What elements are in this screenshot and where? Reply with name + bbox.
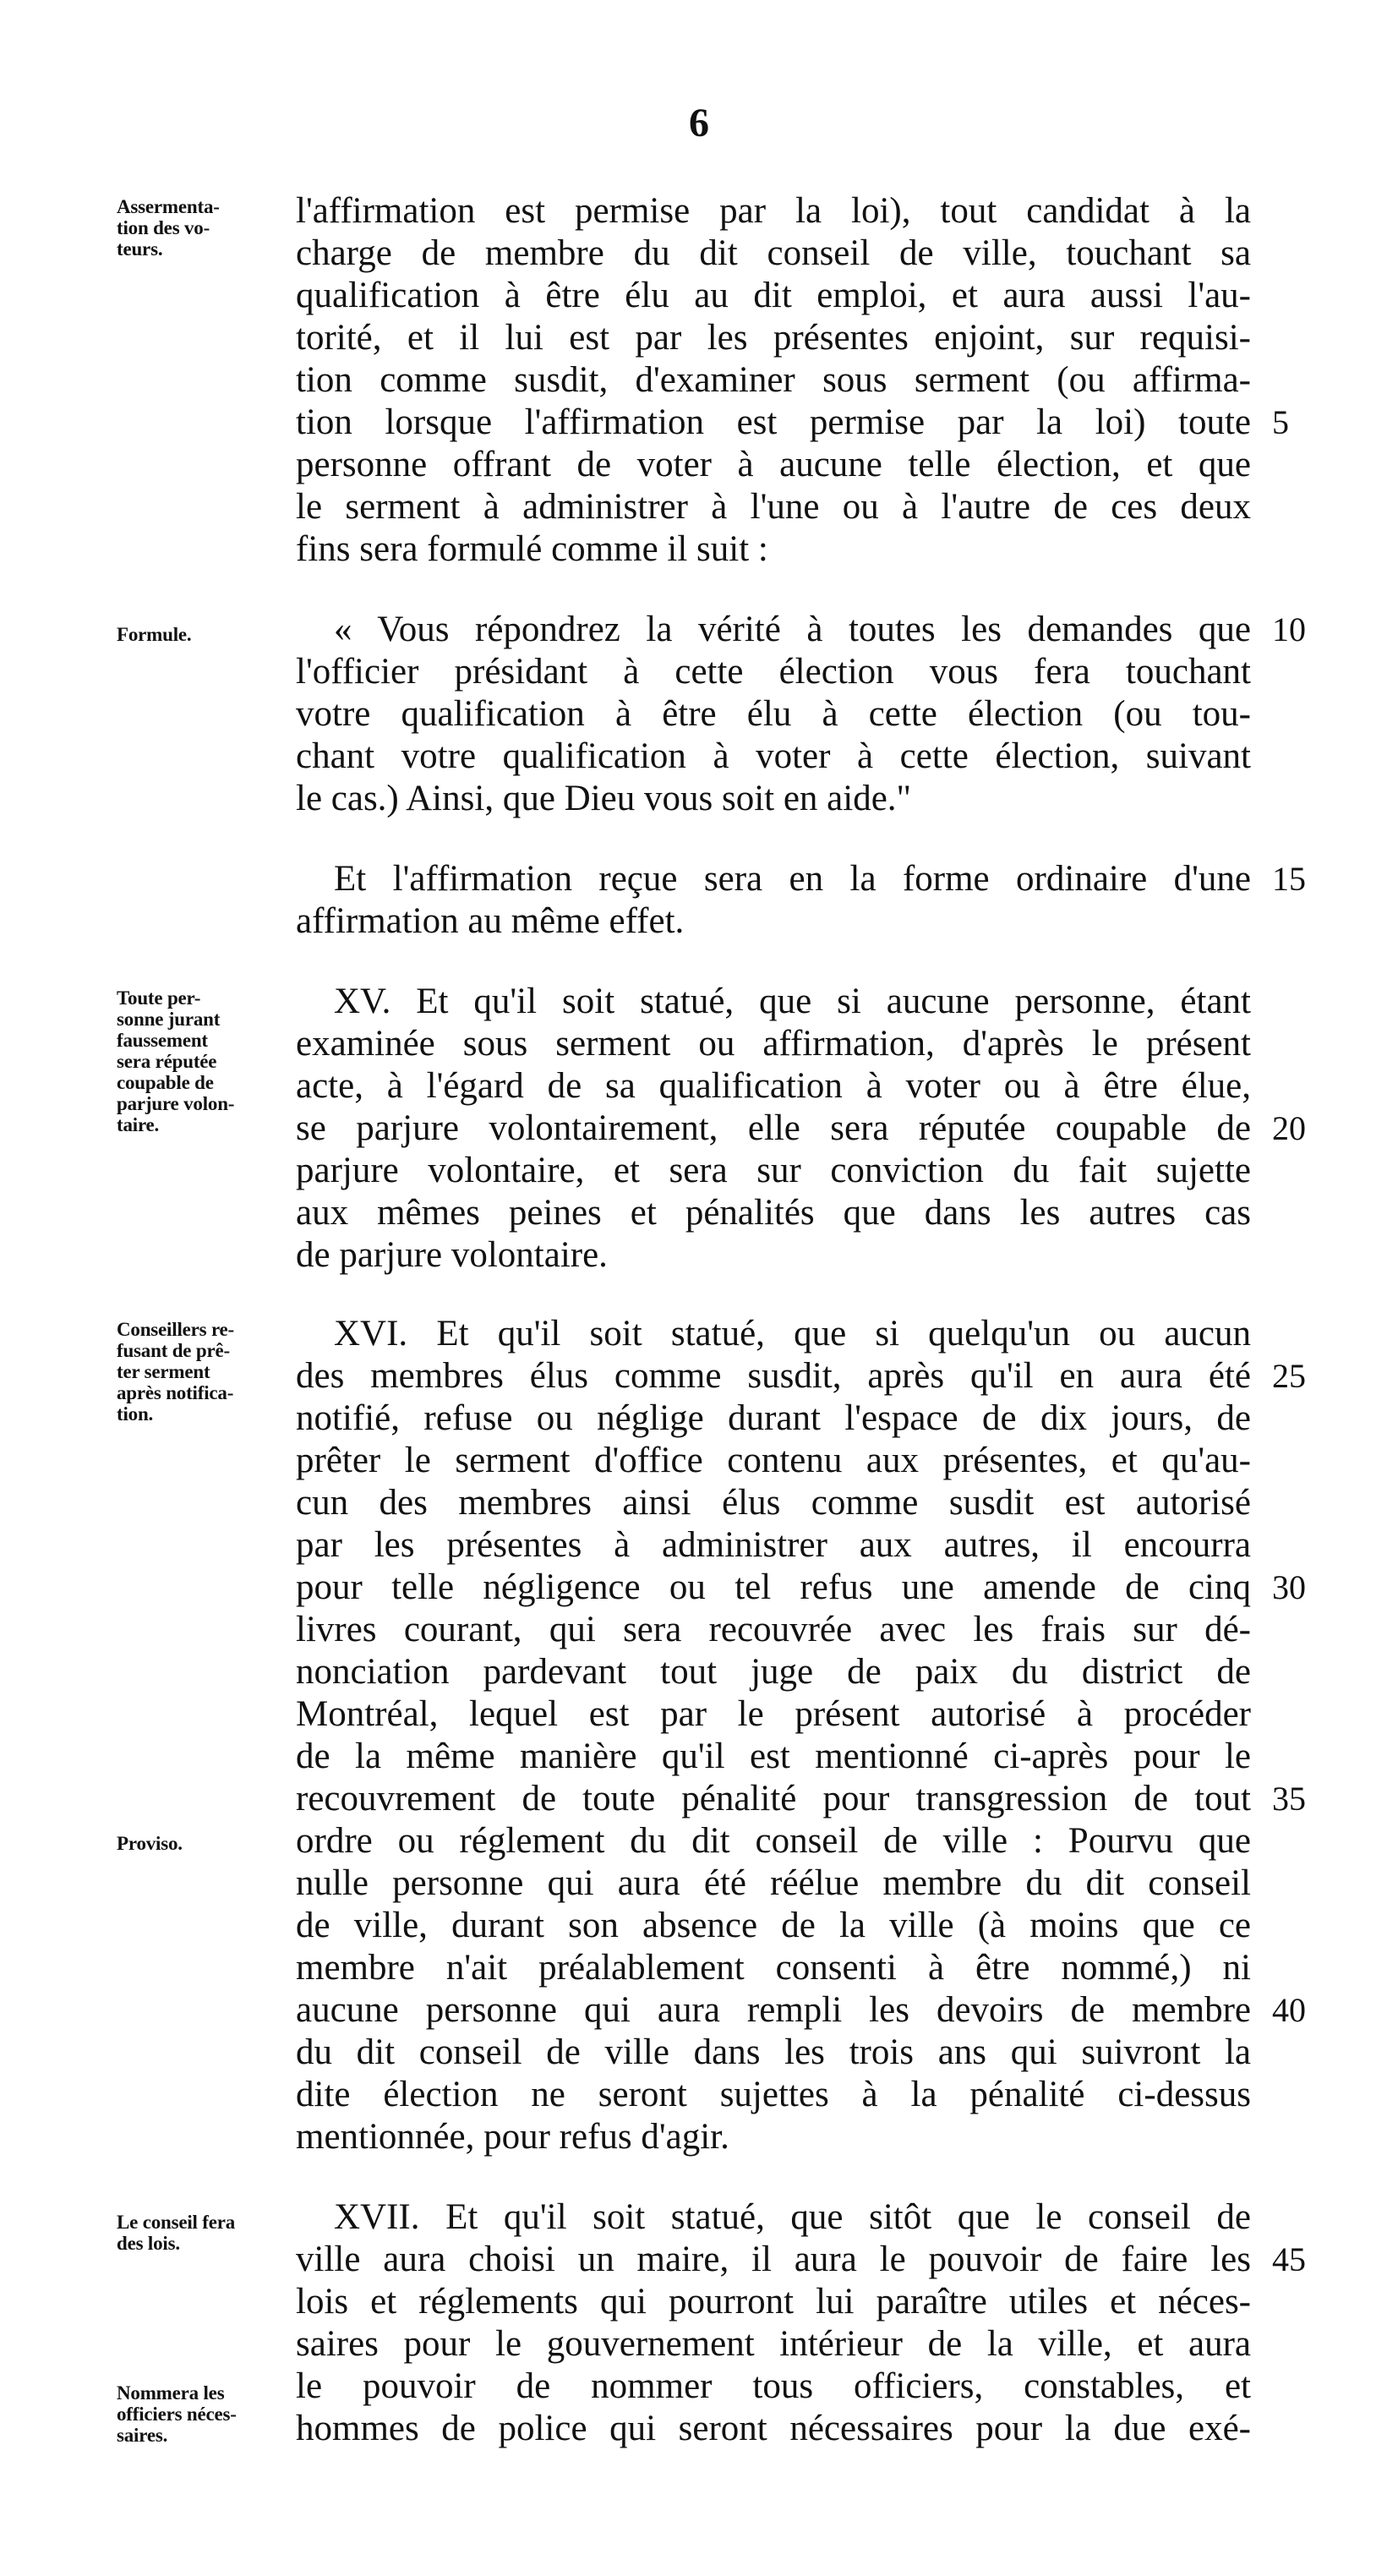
text-line: XVI. Et qu'il soit statué, que si quelqu'un ou aucun: [334, 1314, 1251, 1354]
line-number: 5: [1272, 403, 1289, 441]
text-line: l'officier présidant à cette élection vous fera touchant: [296, 652, 1251, 692]
text-line: ordre ou réglement du dit conseil de ville : Pourvu que: [296, 1821, 1251, 1861]
line-number: 40: [1272, 1991, 1306, 2029]
text-line: de parjure volontaire.: [296, 1235, 608, 1275]
margin-note-nommera: Nommera les officiers néces- saires.: [117, 2382, 237, 2446]
text-line: affirmation au même effet.: [296, 901, 685, 941]
text-line: « Vous répondrez la vérité à toutes les demandes que: [334, 610, 1251, 649]
text-line: personne offrant de voter à aucune telle élection, et que: [296, 445, 1251, 484]
text-line: par les présentes à administrer aux autres, il encourra: [296, 1525, 1251, 1565]
line-number: 15: [1272, 860, 1306, 898]
text-line: torité, et il lui est par les présentes enjoint, sur requisi-: [296, 318, 1251, 358]
text-line: aux mêmes peines et pénalités que dans les autres cas: [296, 1193, 1251, 1233]
text-line: mentionnée, pour refus d'agir.: [296, 2117, 729, 2157]
text-line: tion lorsque l'affirmation est permise par la loi) toute: [296, 402, 1251, 442]
text-line: chant votre qualification à voter à cette élection, suivant: [296, 736, 1251, 776]
line-number: 45: [1272, 2240, 1306, 2278]
line-number: 35: [1272, 1780, 1306, 1818]
text-line: le serment à administrer à l'une ou à l'autre de ces deux: [296, 487, 1251, 527]
text-line: prêter le serment d'office contenu aux présentes, et qu'au-: [296, 1441, 1251, 1480]
text-line: charge de membre du dit conseil de ville, touchant sa: [296, 233, 1251, 273]
text-line: aucune personne qui aura rempli les devoirs de membre: [296, 1990, 1251, 2030]
text-line: des membres élus comme susdit, après qu'il en aura été: [296, 1356, 1251, 1396]
text-line: se parjure volontairement, elle sera réputée coupable de: [296, 1108, 1251, 1148]
text-line: qualification à être élu au dit emploi, et aura aussi l'au-: [296, 276, 1251, 315]
text-line: membre n'ait préalablement consenti à être nommé,) ni: [296, 1948, 1251, 1988]
text-line: fins sera formulé comme il suit :: [296, 529, 768, 569]
text-line: examinée sous serment ou affirmation, d'après le présent: [296, 1024, 1251, 1064]
text-line: tion comme susdit, d'examiner sous serment (ou affirma-: [296, 360, 1251, 400]
text-line: hommes de police qui seront nécessaires pour la due exé-: [296, 2409, 1251, 2448]
text-line: Montréal, lequel est par le présent autorisé à procéder: [296, 1694, 1251, 1734]
text-line: saires pour le gouvernement intérieur de la ville, et aura: [296, 2324, 1251, 2364]
text-line: Et l'affirmation reçue sera en la forme ordinaire d'une: [334, 859, 1251, 899]
margin-note-conseil-lois: Le conseil fera des lois.: [117, 2212, 236, 2254]
margin-note-toute-personne: Toute per- sonne jurant faussement sera réputée coupable de parjure volon- taire.: [117, 987, 235, 1135]
page-number: 6: [689, 101, 709, 145]
text-line: nonciation pardevant tout juge de paix du district de: [296, 1652, 1251, 1692]
text-line: livres courant, qui sera recouvrée avec les frais sur dé-: [296, 1610, 1251, 1649]
text-line: lois et réglements qui pourront lui paraître utiles et néces-: [296, 2282, 1251, 2322]
text-line: recouvrement de toute pénalité pour transgression de tout: [296, 1779, 1251, 1819]
text-line: cun des membres ainsi élus comme susdit est autorisé: [296, 1483, 1251, 1523]
text-line: le cas.) Ainsi, que Dieu vous soit en aide.": [296, 779, 912, 818]
margin-note-assermentation: Assermenta- tion des vo- teurs.: [117, 196, 220, 260]
text-line: pour telle négligence ou tel refus une amende de cinq: [296, 1567, 1251, 1607]
text-line: votre qualification à être élu à cette élection (ou tou-: [296, 694, 1251, 734]
margin-note-conseillers: Conseillers re- fusant de prê- ter serment après notifica- tion.: [117, 1319, 235, 1425]
text-line: le pouvoir de nommer tous officiers, constables, et: [296, 2366, 1251, 2406]
text-line: ville aura choisi un maire, il aura le pouvoir de faire les: [296, 2240, 1251, 2279]
text-line: XV. Et qu'il soit statué, que si aucune personne, étant: [334, 982, 1251, 1021]
text-line: de ville, durant son absence de la ville (à moins que ce: [296, 1906, 1251, 1945]
margin-note-formule: Formule.: [117, 624, 192, 645]
text-line: XVII. Et qu'il soit statué, que sitôt que le conseil de: [334, 2197, 1251, 2237]
text-line: acte, à l'égard de sa qualification à voter ou à être élue,: [296, 1066, 1251, 1106]
line-number: 25: [1272, 1357, 1306, 1395]
text-line: de la même manière qu'il est mentionné ci-après pour le: [296, 1736, 1251, 1776]
line-number: 10: [1272, 610, 1306, 648]
line-number: 20: [1272, 1109, 1306, 1147]
text-line: notifié, refuse ou néglige durant l'espace de dix jours, de: [296, 1398, 1251, 1438]
text-line: du dit conseil de ville dans les trois ans qui suivront la: [296, 2032, 1251, 2072]
line-number: 30: [1272, 1568, 1306, 1606]
text-line: l'affirmation est permise par la loi), tout candidat à la: [296, 191, 1251, 231]
text-line: parjure volontaire, et sera sur conviction du fait sujette: [296, 1151, 1251, 1190]
text-line: dite élection ne seront sujettes à la pénalité ci-dessus: [296, 2075, 1251, 2114]
text-line: nulle personne qui aura été réélue membre du dit conseil: [296, 1863, 1251, 1903]
margin-note-proviso: Proviso.: [117, 1833, 183, 1854]
